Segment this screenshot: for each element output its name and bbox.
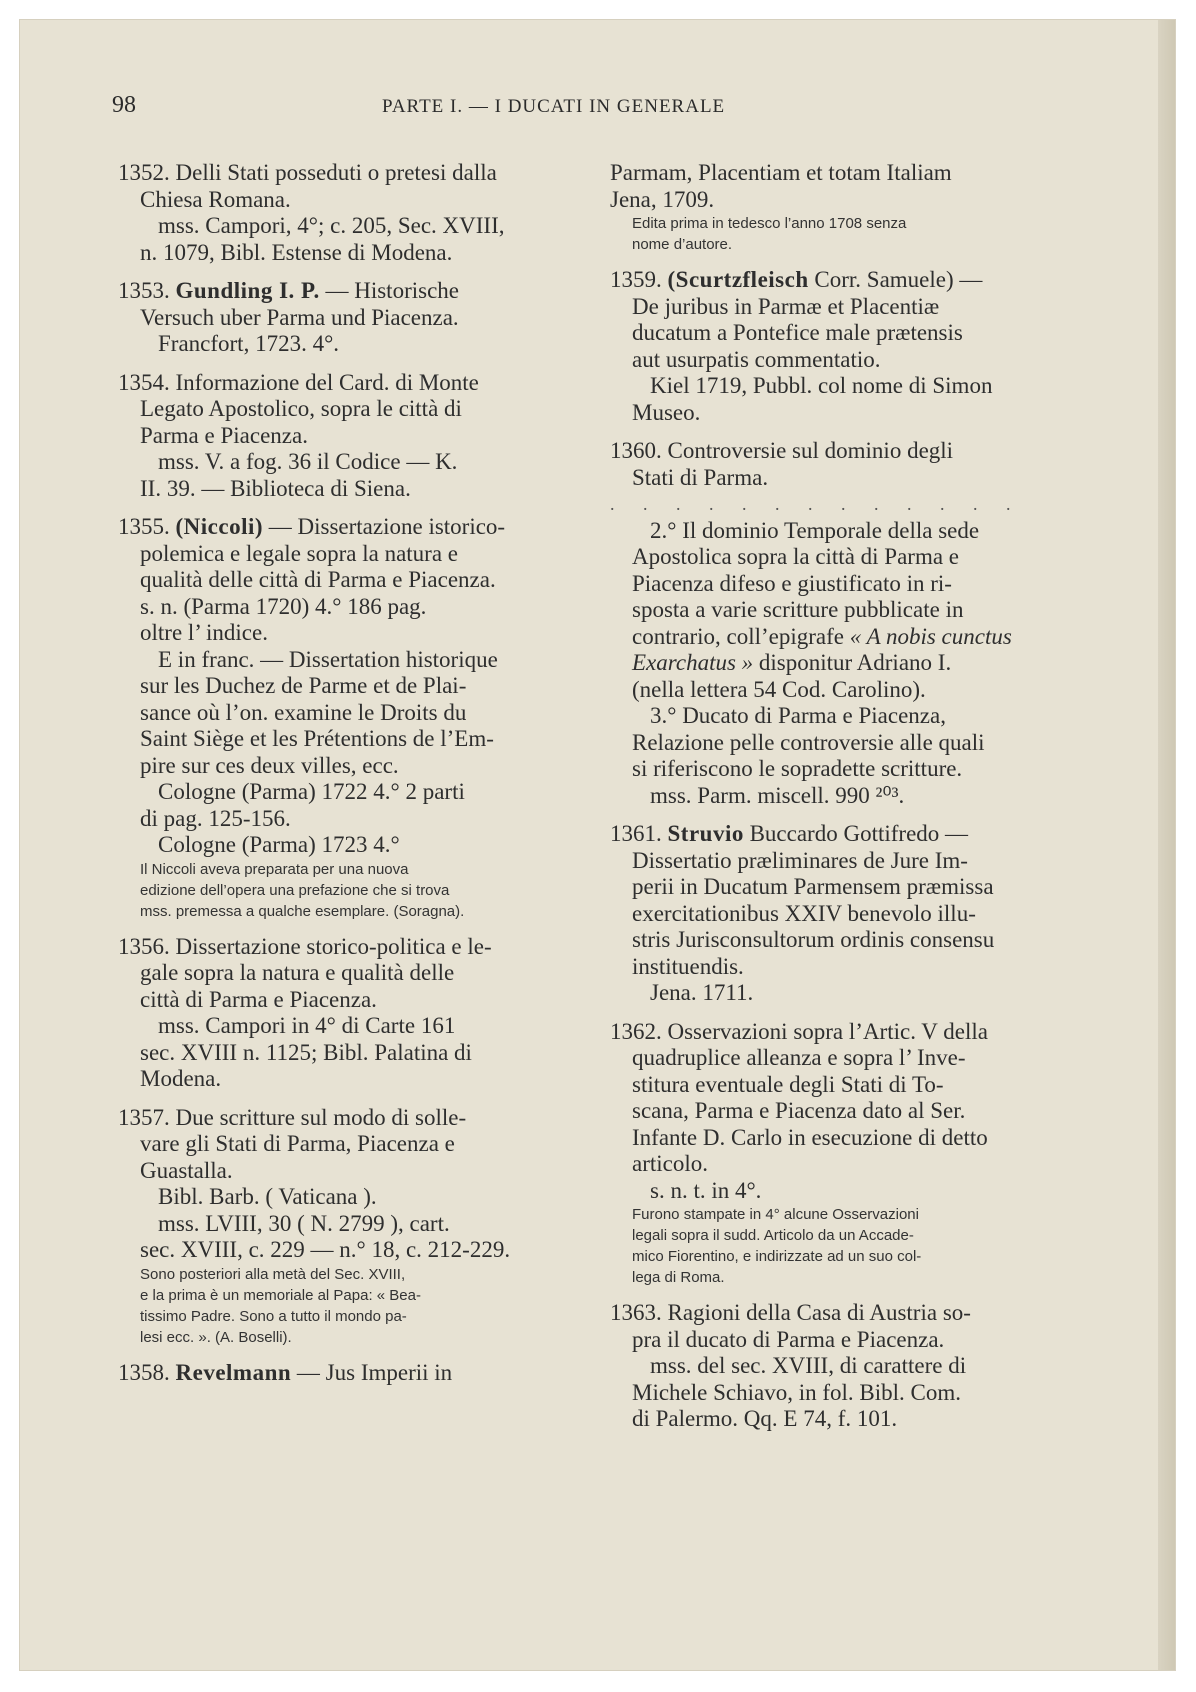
entry-line: s. n. (Parma 1720) 4.° 186 pag. [140, 593, 427, 619]
entry-line: Parma e Piacenza. [140, 422, 308, 448]
epigraph: Exarchatus » [632, 650, 754, 675]
entry-line: stitura eventuale degli Stati di To- [632, 1071, 944, 1097]
entry-number: 1362. [610, 1018, 662, 1044]
entry-title: Buccardo Gottifredo — [749, 821, 969, 846]
entry-line: mss. del sec. XVIII, di carattere di [650, 1353, 967, 1378]
entry-line: Relazione pelle controversie alle quali [632, 729, 985, 755]
entry-line: Guastalla. [140, 1157, 233, 1183]
entry-note: lesi ecc. ». (A. Boselli). [140, 1328, 292, 1346]
entry-line: oltre l’ indice. [140, 620, 268, 645]
entry-note: Edita prima in tedesco l’anno 1708 senza [632, 215, 907, 232]
entry-line: si riferiscono le sopradette scritture. [632, 756, 963, 781]
entry-note: Furono stampate in 4° alcune Osservazioni [632, 1206, 919, 1223]
entry-title: Corr. Samuele) — [814, 267, 983, 292]
entry-line: quadruplice alleanza e sopra l’ Inve- [632, 1045, 966, 1070]
entry-1361 [610, 821, 1070, 1007]
entry-line: Cologne (Parma) 1723 4.° [158, 832, 400, 857]
entry-note: nome d’autore. [632, 236, 733, 253]
entry-number: 1363. [610, 1300, 662, 1325]
entry-line: De juribus in Parmæ et Placentiæ [632, 293, 940, 319]
entry-line: Apostolica sopra la città di Parma e [632, 544, 960, 569]
entry-number: 1355. [118, 514, 170, 539]
ellipsis-divider: . . . . . . . . . . . . . [610, 494, 1023, 514]
entry-line: Museo. [632, 399, 701, 425]
entry-line: Dissertatio præliminares de Jure Im- [632, 847, 968, 873]
entry-note: edizione dell’opera una prefazione che si trova [140, 881, 450, 899]
entry-line: gale sopra la natura e qualità delle [140, 960, 455, 985]
entry-1354 [118, 370, 588, 503]
entry-line: disponitur Adriano I. [758, 650, 952, 675]
entry-line: Modena. [140, 1066, 222, 1091]
entry-number: 1360. [610, 438, 662, 463]
entry-1359 [610, 267, 1070, 426]
entry-title: Informazione del Card. di Monte [175, 369, 479, 395]
entry-line: vare gli Stati di Parma, Piacenza e [140, 1131, 455, 1156]
entry-number: 1361. [610, 821, 662, 846]
entry-line: stris Jurisconsultorum ordinis consensu [632, 927, 995, 952]
entry-1357 [118, 1105, 588, 1348]
entry-line: mss. LVIII, 30 ( N. 2799 ), cart. [158, 1210, 450, 1236]
entry-author: (Niccoli) [175, 514, 264, 539]
entry-note: mico Fiorentino, e indirizzate ad un suo col- [632, 1248, 922, 1265]
entry-line: Jena. 1711. [650, 980, 754, 1005]
entry-line: instituendis. [632, 953, 744, 979]
entry-title: Controversie sul dominio degli [667, 438, 954, 463]
entry-line: sur les Duchez de Parme et de Plai- [140, 673, 467, 698]
entry-line: contrario, coll’epigrafe [632, 623, 844, 649]
entry-note: e la prima è un memoriale al Papa: « Bea- [140, 1286, 421, 1304]
entry-title: Dissertazione storico-politica e le- [175, 933, 492, 959]
entry-line: città di Parma e Piacenza. [140, 986, 377, 1012]
entry-number: 1356. [118, 933, 170, 959]
left-column [118, 160, 588, 1398]
entry-note: Il Niccoli aveva preparata per una nuova [140, 860, 409, 878]
entry-line: Infante D. Carlo in esecuzione di detto [632, 1124, 988, 1150]
entry-line: n. 1079, Bibl. Estense di Modena. [140, 239, 453, 265]
entry-line: Cologne (Parma) 1722 4.° 2 parti [158, 779, 465, 804]
entry-line: aut usurpatis commentatio. [632, 346, 881, 372]
entry-line: Bibl. Barb. ( Vaticana ). [158, 1184, 377, 1209]
entry-1353 [118, 278, 588, 358]
entry-1355 [118, 514, 588, 922]
entry-title: Osservazioni sopra l’Artic. V della [667, 1018, 988, 1044]
entry-line: di pag. 125-156. [140, 805, 291, 831]
entry-1352 [118, 160, 588, 266]
entry-author: (Scurtzfleisch [667, 267, 809, 292]
entry-title: — Jus Imperii in [296, 1359, 453, 1385]
entry-1358 [118, 1360, 588, 1387]
entry-line: di Palermo. Qq. E 74, f. 101. [632, 1406, 898, 1431]
entry-line: sposta a varie scritture pubblicate in [632, 597, 964, 622]
entry-1362 [610, 1019, 1070, 1289]
entry-number: 1353. [118, 278, 170, 303]
entry-line: pra il ducato di Parma e Piacenza. [632, 1326, 945, 1352]
entry-line: Michele Schiavo, in fol. Bibl. Com. [632, 1379, 961, 1405]
entry-line: mss. Campori, 4°; c. 205, Sec. XVIII, [158, 213, 505, 238]
entry-line: mss. Parm. miscell. 990 ²⁰³. [650, 782, 905, 808]
entry-line: articolo. [632, 1151, 708, 1176]
entry-title: Delli Stati posseduti o pretesi dalla [175, 160, 497, 185]
entry-line: exercitationibus XXIV benevolo illu- [632, 900, 976, 926]
entry-line: sance où l’on. examine le Droits du [140, 699, 467, 725]
entry-author: Gundling I. P. [175, 278, 320, 303]
entry-1358-continued [610, 160, 1070, 255]
entry-line: (nella lettera 54 Cod. Carolino). [632, 676, 926, 702]
entry-line: Piacenza difeso e giustificato in ri- [632, 570, 952, 596]
entry-line: polemica e legale sopra la natura e [140, 540, 459, 566]
entry-line: Chiesa Romana. [140, 186, 291, 212]
entry-line: Stati di Parma. [632, 464, 769, 490]
entry-author: Struvio [667, 821, 744, 846]
entry-line: mss. Campori in 4° di Carte 161 [158, 1013, 456, 1038]
page-header [112, 92, 1092, 132]
entry-title: Due scritture sul modo di solle- [175, 1104, 467, 1130]
entry-number: 1357. [118, 1104, 170, 1130]
entry-line: scana, Parma e Piacenza dato al Ser. [632, 1098, 966, 1123]
entry-1356 [118, 934, 588, 1093]
entry-number: 1358. [118, 1359, 170, 1385]
entry-note: legali sopra il sudd. Articolo da un Accade- [632, 1227, 914, 1244]
entry-number: 1354. [118, 369, 170, 395]
entry-line: pire sur ces deux villes, ecc. [140, 752, 399, 778]
entry-line: sec. XVIII n. 1125; Bibl. Palatina di [140, 1039, 472, 1065]
entry-note: tissimo Padre. Sono a tutto il mondo pa- [140, 1307, 407, 1325]
entry-line: mss. V. a fog. 36 il Codice — K. [158, 449, 458, 474]
entry-line: Versuch uber Parma und Piacenza. [140, 304, 459, 330]
entry-line: sec. XVIII, c. 229 — n.° 18, c. 212-229. [140, 1237, 511, 1262]
entry-line: Legato Apostolico, sopra le città di [140, 396, 462, 421]
entry-line: ducatum a Pontefice male prætensis [632, 320, 963, 345]
entry-number: 1359. [610, 267, 662, 292]
entry-line: 2.° Il dominio Temporale della sede [650, 517, 980, 543]
entry-line: Jena, 1709. [610, 186, 715, 212]
entry-note: mss. premessa a qualche esemplare. (Soragna). [140, 902, 465, 920]
entry-author: Revelmann [175, 1359, 292, 1385]
entry-line: s. n. t. in 4°. [650, 1177, 762, 1203]
entry-line: II. 39. — Biblioteca di Siena. [140, 475, 411, 501]
entry-title: — Historische [325, 278, 459, 303]
entry-1363 [610, 1300, 1070, 1433]
entry-line: Francfort, 1723. 4°. [158, 331, 340, 356]
entry-1360 [610, 438, 1070, 809]
epigraph: « A nobis cunctus [849, 623, 1012, 649]
right-column [610, 160, 1070, 1445]
page-edge [1158, 20, 1175, 1670]
entry-line: Parmam, Placentiam et totam Italiam [610, 160, 952, 185]
entry-note: lega di Roma. [632, 1269, 725, 1286]
running-title: PARTE I. — I DUCATI IN GENERALE [382, 96, 726, 117]
entry-number: 1352. [118, 160, 170, 185]
page-number: 98 [112, 92, 136, 118]
entry-line: perii in Ducatum Parmensem præmissa [632, 874, 994, 899]
entry-line: Saint Siège et les Prétentions de l’Em- [140, 726, 494, 751]
entry-line: qualità delle città di Parma e Piacenza. [140, 567, 496, 592]
entry-line: E in franc. — Dissertation historique [158, 646, 498, 672]
entry-note: Sono posteriori alla metà del Sec. XVIII, [140, 1265, 406, 1283]
entry-title: — Dissertazione istorico- [268, 514, 506, 539]
entry-title: Ragioni della Casa di Austria so- [667, 1300, 971, 1325]
entry-line: Kiel 1719, Pubbl. col nome di Simon [650, 373, 993, 398]
entry-line: 3.° Ducato di Parma e Piacenza, [650, 703, 946, 728]
